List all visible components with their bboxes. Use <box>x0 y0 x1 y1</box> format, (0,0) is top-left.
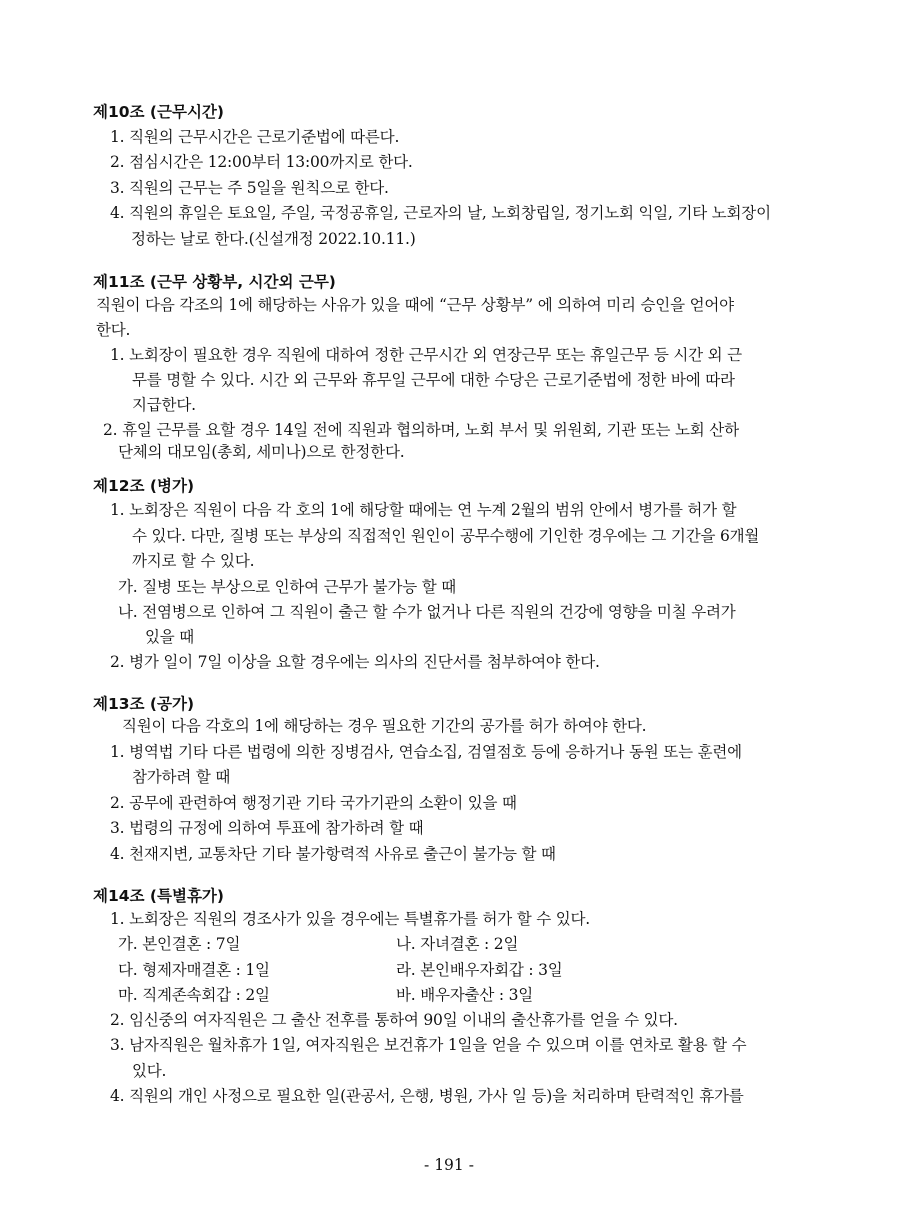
leave-type-child-wedding: 나. 자녀결혼 : 2일 <box>396 935 519 953</box>
article-12-subitem-na-cont: 있을 때 <box>145 628 195 646</box>
article-12-item-1-cont2: 까지로 할 수 있다. <box>132 552 255 570</box>
article-12-subitem-na: 나. 전염병으로 인하여 그 직원이 출근 할 수가 없거나 다른 직원의 건강에 영향을 미칠 우려가 <box>118 603 736 621</box>
article-11-item-1-cont: 무를 명할 수 있다. 시간 외 근무와 휴무일 근무에 대한 수당은 근로기준법에 정한 바에 따라 <box>132 371 735 389</box>
article-13-item-1-cont: 참가하려 할 때 <box>132 768 231 786</box>
article-14-item-2: 2. 임신중의 여자직원은 그 출산 전후를 통하여 90일 이내의 출산휴가를 얻을 수 있다. <box>110 1011 678 1029</box>
article-13-item-3: 3. 법령의 규정에 의하여 투표에 참가하려 할 때 <box>110 819 424 837</box>
article-10-item-2: 2. 점심시간은 12:00부터 13:00까지로 한다. <box>110 153 413 171</box>
article-10-item-4: 4. 직원의 휴일은 토요일, 주일, 국정공휴일, 근로자의 날, 노회창립일, 정기노회 익일, 기타 노회장이 <box>110 204 771 222</box>
leave-type-lineal-60th: 마. 직계존속회갑 : 2일 <box>118 986 270 1004</box>
article-12-subitem-ga: 가. 질병 또는 부상으로 인하여 근무가 불가능 할 때 <box>118 578 457 596</box>
article-11-heading: 제11조 (근무 상황부, 시간외 근무) <box>93 273 336 291</box>
article-10-item-4-cont: 정하는 날로 한다.(신설개정 2022.10.11.) <box>131 230 416 248</box>
leave-type-sibling-wedding: 다. 형제자매결혼 : 1일 <box>118 961 270 979</box>
article-13-heading: 제13조 (공가) <box>93 695 195 713</box>
leave-type-spouse-60th: 라. 본인배우자회갑 : 3일 <box>396 961 563 979</box>
article-11-item-2-cont: 단체의 대모임(총회, 세미나)으로 한정한다. <box>118 443 405 461</box>
article-12-item-1: 1. 노회장은 직원이 다음 각 호의 1에 해당할 때에는 연 누계 2월의 범위 안에서 병가를 허가 할 <box>110 501 737 519</box>
article-13-item-4: 4. 천재지변, 교통차단 기타 불가항력적 사유로 출근이 불가능 할 때 <box>110 845 556 863</box>
page-number: - 191 - <box>424 1156 474 1174</box>
leave-type-spouse-childbirth: 바. 배우자출산 : 3일 <box>396 986 534 1004</box>
article-11-intro: 직원이 다음 각조의 1에 해당하는 사유가 있을 때에 “근무 상황부” 에 의하여 미리 승인을 얻어야 <box>96 296 734 314</box>
article-14-item-4: 4. 직원의 개인 사정으로 필요한 일(관공서, 은행, 병원, 가사 일 등)을 처리하며 탄력적인 휴가를 <box>110 1087 744 1105</box>
article-12-item-1-cont: 수 있다. 다만, 질병 또는 부상의 직접적인 원인이 공무수행에 기인한 경우에는 그 기간을 6개월 <box>132 527 760 545</box>
article-11-intro-cont: 한다. <box>96 321 131 339</box>
article-13-item-2: 2. 공무에 관련하여 행정기관 기타 국가기관의 소환이 있을 때 <box>110 794 517 812</box>
article-11-item-1-cont2: 지급한다. <box>132 396 196 414</box>
article-10-heading: 제10조 (근무시간) <box>93 103 224 121</box>
article-10-item-3: 3. 직원의 근무는 주 5일을 원칙으로 한다. <box>110 179 389 197</box>
article-10-item-1: 1. 직원의 근무시간은 근로기준법에 따른다. <box>110 128 400 146</box>
article-13-intro: 직원이 다음 각호의 1에 해당하는 경우 필요한 기간의 공가를 허가 하여야 한다. <box>122 717 647 735</box>
article-13-item-1: 1. 병역법 기타 다른 법령에 의한 징병검사, 연습소집, 검열점호 등에 응하거나 동원 또는 훈련에 <box>110 743 742 761</box>
article-12-heading: 제12조 (병가) <box>93 477 195 495</box>
leave-type-own-wedding: 가. 본인결혼 : 7일 <box>118 935 241 953</box>
article-11-item-1: 1. 노회장이 필요한 경우 직원에 대하여 정한 근무시간 외 연장근무 또는 휴일근무 등 시간 외 근 <box>110 346 742 364</box>
article-14-item-3: 3. 남자직원은 월차휴가 1일, 여자직원은 보건휴가 1일을 얻을 수 있으며 이를 연차로 활용 할 수 <box>110 1036 747 1054</box>
article-14-item-3-cont: 있다. <box>132 1062 167 1080</box>
article-12-item-2: 2. 병가 일이 7일 이상을 요할 경우에는 의사의 진단서를 첨부하여야 한다. <box>110 653 600 671</box>
article-14-heading: 제14조 (특별휴가) <box>93 887 224 905</box>
article-11-item-2: 2. 휴일 근무를 요할 경우 14일 전에 직원과 협의하며, 노회 부서 및 위원회, 기관 또는 노회 산하 <box>103 421 739 439</box>
article-14-item-1: 1. 노회장은 직원의 경조사가 있을 경우에는 특별휴가를 허가 할 수 있다. <box>110 910 591 928</box>
